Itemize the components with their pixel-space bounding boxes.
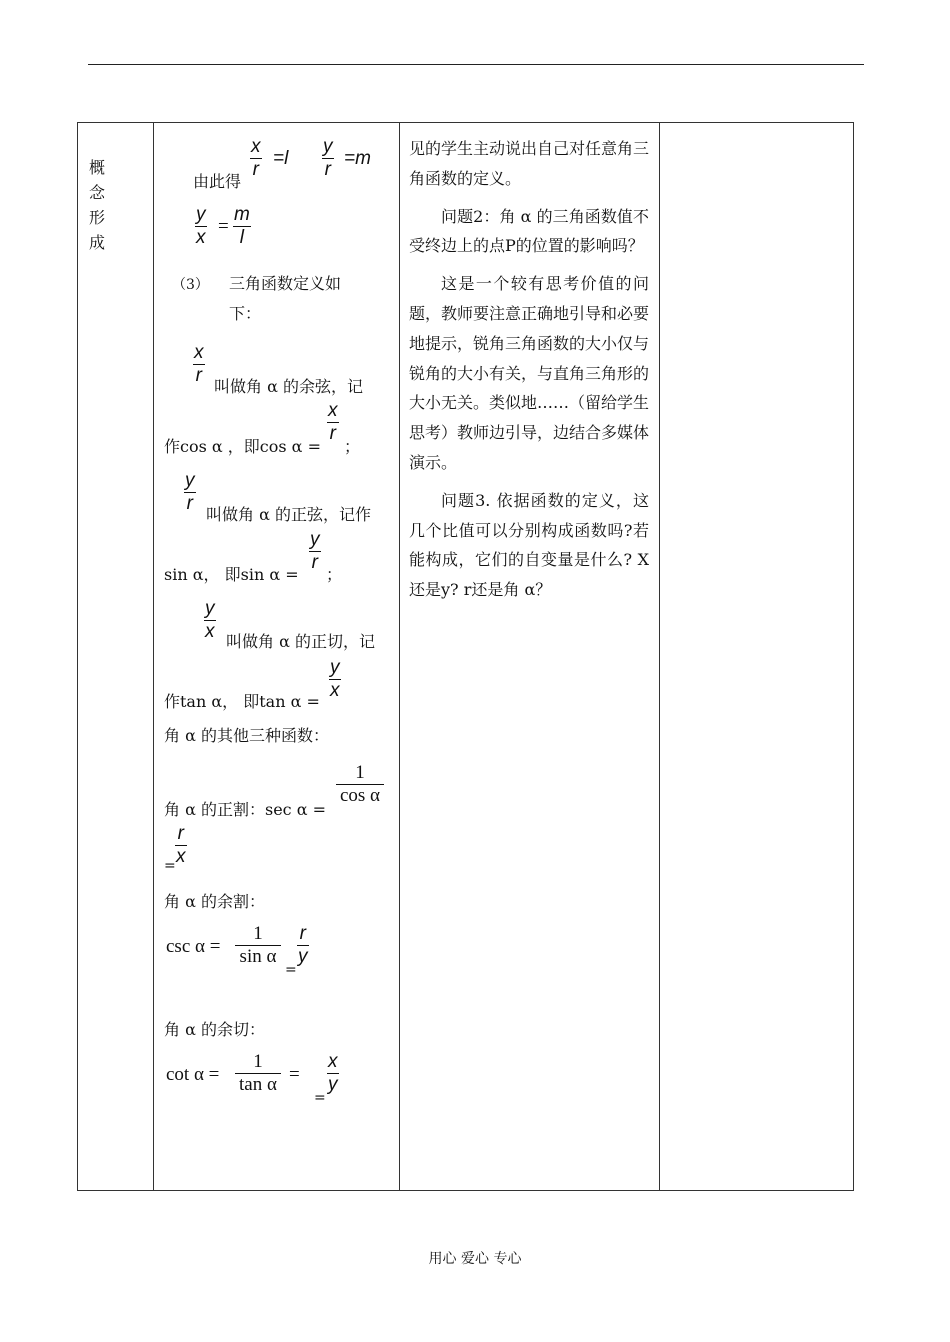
equals-sign: = xyxy=(289,1064,300,1085)
denominator: x xyxy=(176,846,186,867)
denominator: l xyxy=(239,227,245,248)
denominator: x xyxy=(196,227,206,248)
sec-label: 角 α 的正割：sec α = xyxy=(164,800,327,819)
numerator: x xyxy=(251,136,261,157)
section-label-char: 概 xyxy=(89,158,106,177)
other-functions-heading: 角 α 的其他三种函数： xyxy=(164,726,329,745)
item-text: 下： xyxy=(229,304,262,323)
fraction-y-over-x xyxy=(329,657,341,702)
tan-definition: 叫做角 α 的正切，记 xyxy=(226,632,375,651)
fraction-1-over-sin xyxy=(235,923,281,968)
equals-sign: = xyxy=(314,1090,326,1106)
fraction-r-over-x xyxy=(175,823,187,868)
page-footer: 用心 爱心 专心 xyxy=(428,1251,522,1267)
numerator: y xyxy=(196,204,206,225)
denominator: r xyxy=(311,552,318,573)
denominator: r xyxy=(252,159,259,180)
numerator: x xyxy=(194,342,204,363)
denominator: x xyxy=(205,621,215,642)
semicolon: ； xyxy=(326,565,343,584)
fraction-y-over-r xyxy=(309,529,321,574)
section-label-char: 形 xyxy=(89,208,106,227)
denominator: tan α xyxy=(239,1074,277,1095)
numerator: y xyxy=(330,657,340,678)
lead-text: 由此得 xyxy=(193,172,242,191)
fraction-x-over-r xyxy=(250,136,262,181)
equals-sign: = xyxy=(218,216,229,237)
teaching-notes xyxy=(409,134,649,613)
numerator: x xyxy=(328,400,338,421)
equals-m: =m xyxy=(344,148,371,169)
denominator: y xyxy=(328,1074,338,1095)
item-number: （3） xyxy=(172,277,209,293)
column-divider xyxy=(153,123,154,1190)
fraction-r-over-y xyxy=(297,923,309,968)
numerator: r xyxy=(177,823,184,844)
numerator: 1 xyxy=(253,923,263,944)
numerator: y xyxy=(323,136,333,157)
fraction-y-over-r xyxy=(322,136,334,181)
numerator: y xyxy=(310,529,320,550)
numerator: y xyxy=(205,598,215,619)
fraction-x-over-r xyxy=(327,400,339,445)
paragraph: 见的学生主动说出自己对任意角三角函数的定义。 xyxy=(409,139,650,188)
cos-definition: 叫做角 α 的余弦，记 xyxy=(214,377,363,396)
paragraph: 问题3. 依据函数的定义，这几个比值可以分别构成函数吗?若能构成，它们的自变量是什么? X还是y? r还是角 α？ xyxy=(409,490,649,600)
semicolon: ； xyxy=(344,437,361,456)
denominator: y xyxy=(298,946,308,967)
denominator: sin α xyxy=(239,946,277,967)
paragraph: 问题2：角 α 的三角函数值不受终边上的点P的位置的影响吗？ xyxy=(409,206,649,256)
fraction-y-over-r xyxy=(184,470,196,515)
fraction-m-over-l xyxy=(233,204,251,249)
fraction-1-over-cos xyxy=(336,762,384,807)
denominator: r xyxy=(186,493,193,514)
tan-formula: 作tan α， 即tan α = xyxy=(164,692,320,711)
numerator: 1 xyxy=(355,762,365,783)
sin-definition: 叫做角 α 的正弦，记作 xyxy=(206,505,371,524)
denominator: cos α xyxy=(339,785,381,806)
fraction-x-over-y xyxy=(327,1051,339,1096)
fraction-1-over-tan xyxy=(235,1051,281,1096)
cot-lhs: cot α = xyxy=(166,1064,220,1085)
denominator: x xyxy=(330,680,340,701)
numerator: m xyxy=(234,204,250,225)
section-label-char: 念 xyxy=(89,183,106,202)
equals-sign: = xyxy=(164,858,176,874)
csc-label: 角 α 的余割： xyxy=(164,892,265,911)
fraction-y-over-x xyxy=(195,204,207,249)
cos-formula: 作cos α ，即cos α = xyxy=(164,437,321,456)
numerator: y xyxy=(185,470,195,491)
column-divider xyxy=(659,123,660,1190)
denominator: r xyxy=(195,365,202,386)
denominator: r xyxy=(329,423,336,444)
sin-formula: sin α， 即sin α = xyxy=(164,565,299,584)
fraction-x-over-r xyxy=(193,342,205,387)
section-label-char: 成 xyxy=(89,233,106,252)
fraction-y-over-x xyxy=(204,598,216,643)
cot-label: 角 α 的余切： xyxy=(164,1020,265,1039)
section-label xyxy=(89,155,105,255)
numerator: 1 xyxy=(253,1051,263,1072)
column-divider xyxy=(399,123,400,1190)
paragraph: 这是一个较有思考价值的问题，教师要注意正确地引导和必要地提示，锐角三角函数的大小仅与锐角的大小有关，与直角三角形的大小无关。类似地……（留给学生思考）教师边引导，边结合多媒体演示。 xyxy=(409,274,650,472)
item-text: 三角函数定义如 xyxy=(229,274,342,293)
equals-l: =l xyxy=(273,148,289,169)
numerator: r xyxy=(299,923,306,944)
numerator: x xyxy=(328,1051,338,1072)
header-rule xyxy=(88,64,864,65)
equals-sign: = xyxy=(285,962,297,978)
denominator: r xyxy=(324,159,331,180)
csc-lhs: csc α = xyxy=(166,936,221,957)
